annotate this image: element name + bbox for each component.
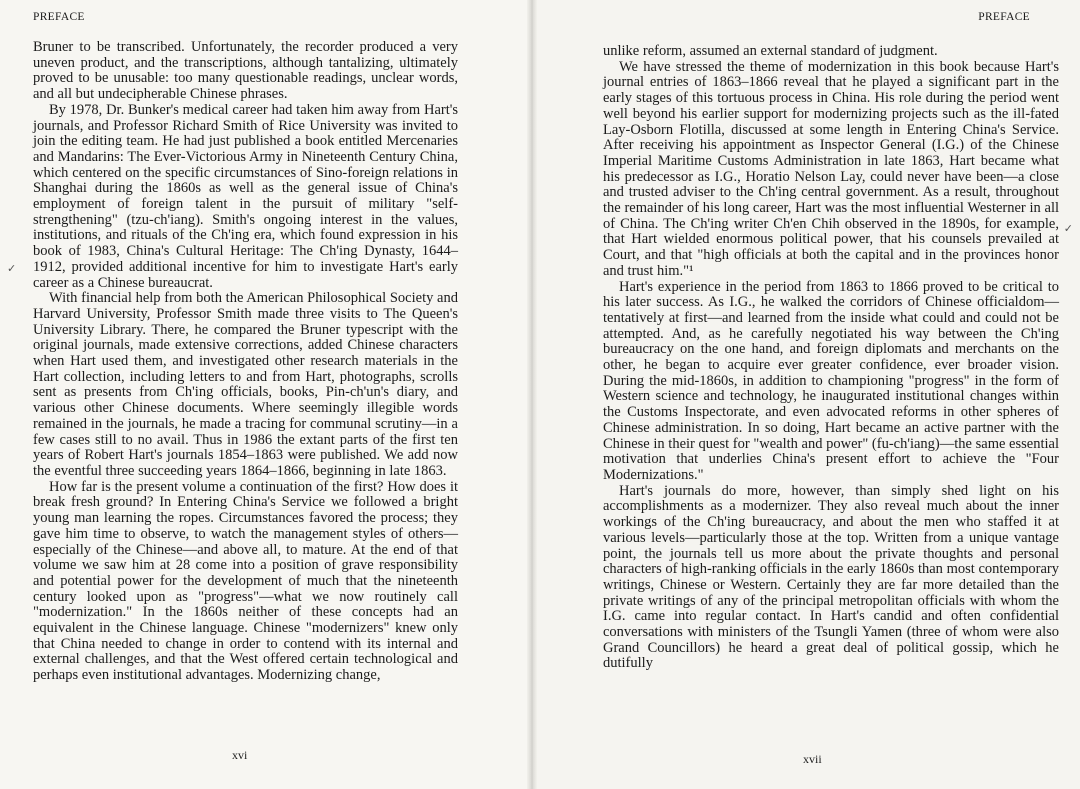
paragraph: How far is the present volume a continuation of the first? How does it break fresh ground? In Entering China's Service we followed a bright young man learning the ropes. Circumstances favored the process; they gave him time to observe, to watch the management styles of others—especially of the Chinese—and above all, to mature. At the end of that volume we saw him at 28 come into a position of grave responsibility and potential power for the development of much that the nineteenth century looked upon as "progress"—what we now routinely call "modernization." In the 1860s neither of these concepts had an equivalent in the Chinese language. Chinese "modernizers" knew only that China needed to change in order to contend with its internal and external challenges, and that the West offered certain technological and perhaps even institutional advantages. Modernizing change, <box>33 478 458 684</box>
paragraph: Bruner to be transcribed. Unfortunately, the recorder produced a very uneven product, and the transcriptions, although tantalizing, ultimately proved to be unusable: too many questionable readings, unclear words, and all but undecipherable Chinese phrases. <box>33 39 458 103</box>
right-page-body <box>603 44 1059 672</box>
page-number-right: xvii <box>803 752 822 766</box>
paragraph: unlike reform, assumed an external standard of judgment. <box>603 43 938 59</box>
paragraph: With financial help from both the American Philosophical Society and Harvard University, Professor Smith made three visits to The Queen's University Library. There, he compared the Bruner typescript with the original journals, made extensive corrections, added Chinese characters when Hart used them, and investigated other research materials in the Hart collection, including letters to and from Hart, photographs, scrolls sent as presents from Ch'ing officials, books, Pin-ch'un's diary, and various other Chinese documents. Where seemingly illegible words remained in the journals, he made a tracing for communal scrutiny—in a few cases still to no avail. Thus in 1986 the extant parts of the first ten years of Robert Hart's journals 1854–1863 were published. We add now the eventful three succeeding years 1864–1866, beginning in late 1863. <box>33 290 458 479</box>
right-page <box>532 0 1080 789</box>
margin-check-mark-icon: ✓ <box>1063 223 1073 235</box>
paragraph: We have stressed the theme of modernization in this book because Hart's journal entries of 1863–1866 reveal that he played a significant part in the early stages of this tortuous process in China. His role during the period went well beyond his earlier support for modernizing projects such as the ill-fated Lay-Osborn Flotilla, discussed at some length in Entering China's Service. After receiving his appointment as Inspector General (I.G.) of the Chinese Imperial Maritime Customs Administration in late 1863, Hart became what his predecessor as I.G., Horatio Nelson Lay, could never have been—a close and trusted adviser to the Ch'ing central government. As a result, throughout the remainder of his long career, Hart was the most influential Westerner in all of China. The Ch'ing writer Ch'en Chih observed in the 1890s, for example, that Hart wielded enormous political power, that his counsels prevailed at Court, and that "high officials at both the capital and in the provinces honor and trust him."¹ <box>603 58 1059 279</box>
running-head-left: PREFACE <box>33 11 85 23</box>
book-gutter <box>527 0 537 789</box>
paragraph: Hart's journals do more, however, than simply shed light on his accomplishments as a modernizer. They also reveal much about the inner workings of the Ch'ing bureaucracy, and about the men who staffed it at various levels—particularly those at the top. Written from a unique vantage point, the journals tell us more about the private thoughts and personal characters of high-ranking officials in the early 1860s than most contemporary writings, Chinese or Western. Certainly they are far more detailed than the private writings of any of the principal metropolitan officials with whom the I.G. came into regular contact. In Hart's candid and often confidential conversations with ministers of the Tsungli Yamen (three of whom were also Grand Councillors) he heard a great deal of political gossip, which he dutifully <box>603 482 1059 672</box>
left-page <box>0 0 532 789</box>
paragraph: Hart's experience in the period from 1863 to 1866 proved to be critical to his later success. As I.G., he walked the corridors of Chinese officialdom—tentatively at first—and learned from the inside what could and could not be attempted. And, as he carefully negotiated his way between the Ch'ing bureaucracy on the one hand, and foreign diplomats and merchants on the other, he began to acquire ever greater confidence, ever broader vision. During the mid-1860s, in addition to championing "progress" in the form of Western science and technology, he inaugurated institutional changes within the Customs Inspectorate, and even advocated reforms in other spheres of Chinese administration. In so doing, Hart became an active partner with the Chinese in their quest for "wealth and power" (fu-ch'iang)—the same essential motivation that underlies China's present effort to achieve the "Four Modernizations." <box>603 278 1059 483</box>
paragraph: By 1978, Dr. Bunker's medical career had taken him away from Hart's journals, and Professor Richard Smith of Rice University was invited to join the editing team. He had just published a book entitled Mercenaries and Mandarins: The Ever-Victorious Army in Nineteenth Century China, which centered on the specific circumstances of Sino-foreign relations in Shanghai during the 1860s as well as the general issue of China's employment of foreign talent in the pursuit of military "self-strengthening" (tzu-ch'iang). Smith's ongoing interest in the values, institutions, and rituals of the Ch'ing era, which found expression in his book of 1983, China's Cultural Heritage: The Ch'ing Dynasty, 1644–1912, provided additional incentive for him to investigate Hart's early career as a Chinese bureaucrat. <box>33 101 458 291</box>
running-head-right: PREFACE <box>978 11 1030 23</box>
margin-check-mark-icon: ✓ <box>7 263 17 275</box>
page-number-left: xvi <box>232 748 248 762</box>
left-page-body <box>33 40 458 684</box>
